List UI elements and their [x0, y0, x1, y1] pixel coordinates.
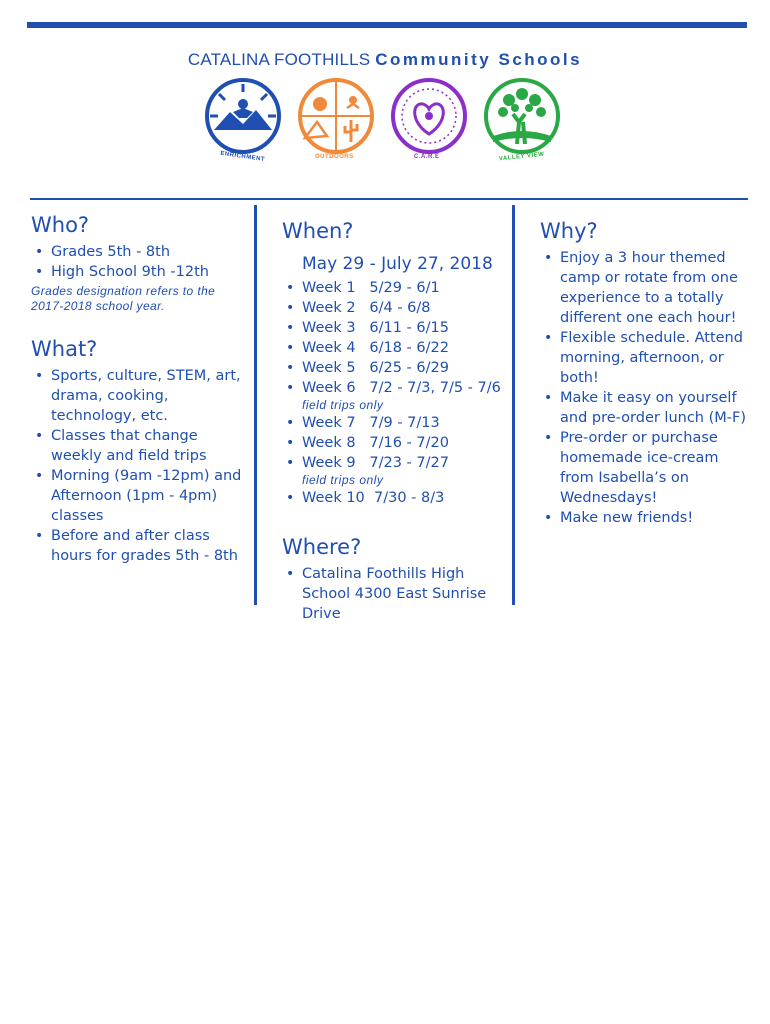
list-item: • Week 6 7/2 - 7/3, 7/5 - 7/6	[282, 378, 504, 398]
where-heading: Where?	[282, 535, 362, 559]
list-item: • Week 10 7/30 - 8/3	[282, 488, 504, 508]
weeks-list-continued	[282, 413, 504, 473]
column-divider-right	[512, 205, 515, 605]
list-item: • Week 9 7/23 - 7/27	[282, 453, 504, 473]
date-range: May 29 - July 27, 2018	[302, 254, 493, 274]
svg-text:VALLEY VIEW: VALLEY VIEW	[498, 151, 545, 162]
list-item: • Before and after class hours for grades 5th - 8th	[31, 526, 246, 566]
list-item: • Classes that change weekly and field trips	[31, 426, 246, 466]
header-divider	[30, 198, 748, 200]
list-item: • Sports, culture, STEM, art, drama, cooking, technology, etc.	[31, 366, 246, 426]
list-item: • Pre-order or purchase homemade ice-cream from Isabella’s on Wednesdays!	[540, 428, 750, 508]
why-list	[540, 248, 750, 528]
list-item: • Week 4 6/18 - 6/22	[282, 338, 504, 358]
care-icon	[386, 78, 472, 162]
list-item: • Week 3 6/11 - 6/15	[282, 318, 504, 338]
location-item: • Catalina Foothills High School 4300 East Sunrise Drive	[282, 564, 492, 624]
svg-text:C.A.R.E: C.A.R.E	[414, 154, 440, 160]
outdoors-logo	[293, 78, 379, 162]
org-title-bold: Community Schools	[375, 50, 583, 69]
list-item: • Week 2 6/4 - 6/8	[282, 298, 504, 318]
enrichment-icon	[200, 78, 286, 162]
who-list	[31, 242, 246, 282]
valley-view-icon	[479, 78, 565, 162]
what-heading: What?	[31, 337, 98, 361]
who-heading: Who?	[31, 213, 90, 237]
list-item: • Grades 5th - 8th	[31, 242, 246, 262]
middle-column	[282, 218, 504, 624]
field-trips-note: field trips only	[302, 473, 384, 487]
why-heading: Why?	[540, 219, 598, 243]
top-rule	[27, 22, 747, 28]
right-column	[540, 218, 750, 528]
column-divider-left	[254, 205, 257, 605]
list-item: • Week 1 5/29 - 6/1	[282, 278, 504, 298]
weeks-list-final	[282, 488, 504, 508]
list-item: • Enjoy a 3 hour themed camp or rotate from one experience to a totally different one each hour!	[540, 248, 750, 328]
what-list	[31, 366, 246, 566]
list-item: • Week 8 7/16 - 7/20	[282, 433, 504, 453]
list-item: • High School 9th -12th	[31, 262, 246, 282]
valley-view-logo	[479, 78, 565, 162]
where-list	[282, 564, 504, 624]
program-logos	[200, 78, 570, 162]
svg-text:ENRICHMENT: ENRICHMENT	[219, 150, 266, 162]
left-column	[31, 212, 246, 566]
grades-note: Grades designation refers to the 2017-2018 school year.	[31, 284, 216, 313]
list-item: • Week 5 6/25 - 6/29	[282, 358, 504, 378]
list-item: • Week 7 7/9 - 7/13	[282, 413, 504, 433]
weeks-list	[282, 278, 504, 398]
svg-text:OUTDOORS: OUTDOORS	[315, 154, 354, 160]
when-heading: When?	[282, 219, 354, 243]
list-item: • Make new friends!	[540, 508, 750, 528]
outdoors-icon	[293, 78, 379, 162]
enrichment-logo	[200, 78, 286, 162]
org-title	[0, 50, 770, 70]
list-item: • Morning (9am -12pm) and Afternoon (1pm - 4pm) classes	[31, 466, 246, 526]
org-title-regular: CATALINA FOOTHILLS	[187, 50, 371, 69]
list-item: • Flexible schedule. Attend morning, afternoon, or both!	[540, 328, 750, 388]
care-logo	[386, 78, 472, 162]
field-trips-note: field trips only	[302, 398, 384, 412]
list-item: • Make it easy on yourself and pre-order lunch (M-F)	[540, 388, 750, 428]
